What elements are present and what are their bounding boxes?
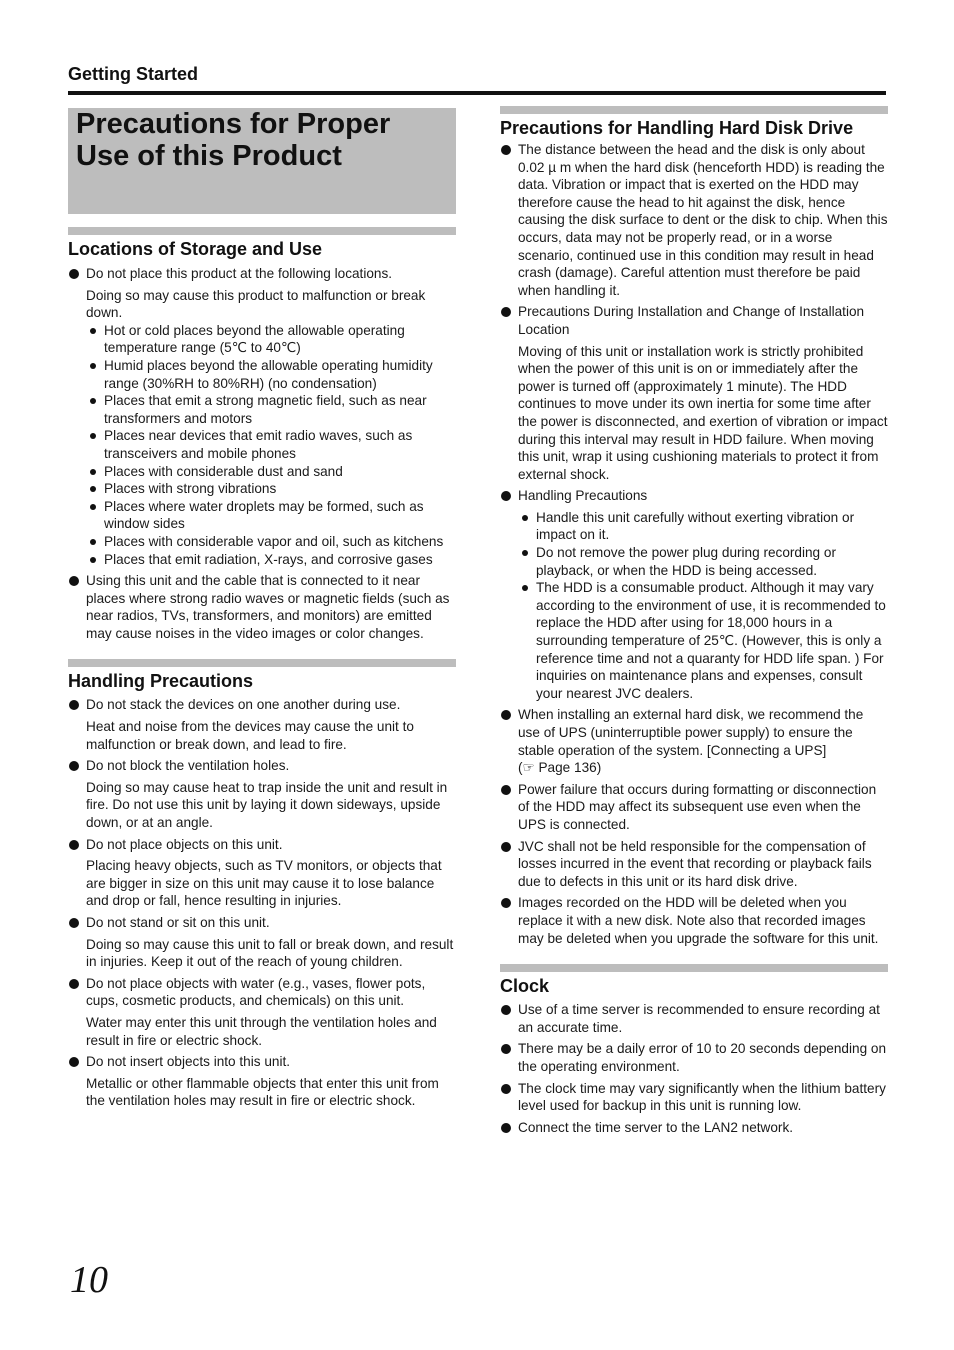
section-bar	[500, 964, 888, 972]
list-item: Places near devices that emit radio waves, such as transceivers and mobile phones	[68, 427, 456, 462]
list-item: Places with considerable vapor and oil, such as kitchens	[68, 533, 456, 551]
handling-bullet: Do not place objects with water (e.g., vases, flower pots, cups, cosmetic products, and chemicals) on this unit.	[68, 975, 456, 1010]
list-item: Hot or cold places beyond the allowable operating temperature range (5℃ to 40℃)	[68, 322, 456, 357]
storage-bullet-2: Using this unit and the cable that is connected to it near places where strong radio waves or magnetic fields (such as near radios, TVs, transformers, and monitors) are emitted may cause noises in the video images or color changes.	[68, 572, 456, 642]
list-item: Places with strong vibrations	[68, 480, 456, 498]
handling-note: Metallic or other flammable objects that enter this unit from the ventilation holes may result in fire or electric shock.	[86, 1075, 439, 1109]
section-bar	[500, 106, 888, 114]
list-item: Do not remove the power plug during recording or playback, or when the HDD is being accessed.	[500, 544, 888, 579]
hdd-heading: Precautions for Handling Hard Disk Drive	[500, 118, 854, 138]
clock-bullet: There may be a daily error of 10 to 20 seconds depending on the operating environment.	[500, 1040, 888, 1075]
hdd-bullet-5: Power failure that occurs during formatting or disconnection of the HDD may affect its subsequent use even when the UPS is connected.	[500, 781, 888, 834]
clock-heading: Clock	[500, 976, 550, 997]
section-bar	[68, 227, 456, 235]
clock-bullet: Connect the time server to the LAN2 network.	[500, 1119, 888, 1137]
handling-note: Doing so may cause this unit to fall or break down, and result in injuries. Keep it out of the reach of young children.	[86, 936, 454, 970]
list-item: Humid places beyond the allowable operating humidity range (30%RH to 80%RH) (no condensation)	[68, 357, 456, 392]
list-item: Places where water droplets may be formed, such as window sides	[68, 498, 456, 533]
list-item: Places that emit a strong magnetic field, such as near transformers and motors	[68, 392, 456, 427]
hdd-bullet-6: JVC shall not be held responsible for the compensation of losses incurred in the event that recording or playback fails due to defects in this unit or its hard disk drive.	[500, 838, 888, 891]
hdd-bullet-7: Images recorded on the HDD will be deleted when you replace it with a new disk. Note also that recorded images may be deleted when you upgrade the software for this unit.	[500, 894, 888, 947]
section-bar	[68, 659, 456, 667]
hdd-handling-list	[500, 509, 888, 703]
clock-bullet: Use of a time server is recommended to ensure recording at an accurate time.	[500, 1001, 888, 1036]
title-box	[68, 108, 456, 214]
hdd-bullet-1: The distance between the head and the disk is only about 0.02 µ m when the hard disk (henceforth HDD) is reading the data. Vibration or impact that is exerted on the HDD may therefore cause the head to hit against the disk, hence causing the disk surface to dent or the disk to chip. When this occurs, data may not be properly read, or in a worse scenario, continued use in this condition may result in head crash (damage). Careful attention must therefore be paid when handling it.	[500, 141, 888, 299]
section-header: Getting Started	[68, 64, 199, 84]
handling-bullet: Do not block the ventilation holes.	[68, 757, 456, 775]
handling-note: Doing so may cause heat to trap inside the unit and result in fire. Do not use this unit by laying it down sideways, upside down, or at an angle.	[86, 779, 448, 831]
handling-note: Heat and noise from the devices may cause the unit to malfunction or break down, and lead to fire.	[86, 719, 414, 752]
hdd-bullet-2: Precautions During Installation and Change of Installation Location	[500, 303, 888, 338]
handling-bullet: Do not stack the devices on one another during use.	[68, 696, 456, 714]
handling-heading: Handling Precautions	[68, 671, 254, 692]
list-item: Places that emit radiation, X-rays, and corrosive gases	[68, 551, 456, 569]
hdd-note-2: Moving of this unit or installation work is strictly prohibited when the power of this unit is on or immediately after the power is turned off (approximately 1 minute). The HDD continues to move under its own inertia for some time after the power is disconnected, and exertion of vibration or impact during this interval may result in HDD failure. When moving this unit, wrap it using cushioning materials to protect it from external shock.	[518, 343, 888, 482]
handling-note: Water may enter this unit through the ventilation holes and result in fire or electric shock.	[86, 1014, 437, 1048]
storage-location-list	[68, 322, 456, 568]
page-reference-link[interactable]: (☞ Page 136)	[518, 760, 602, 776]
list-item: Handle this unit carefully without exerting vibration or impact on it.	[500, 509, 888, 544]
page-number: 10	[70, 1259, 108, 1301]
handling-bullet: Do not insert objects into this unit.	[68, 1053, 456, 1071]
hdd-bullet-4	[500, 706, 888, 776]
list-item: Places with considerable dust and sand	[68, 463, 456, 481]
handling-bullet: Do not stand or sit on this unit.	[68, 914, 456, 932]
storage-note-1: Doing so may cause this product to malfunction or break down.	[86, 287, 426, 321]
page-title: Precautions for Proper Use of this Product	[76, 108, 391, 172]
header-rule	[68, 91, 886, 95]
storage-heading: Locations of Storage and Use	[68, 239, 323, 259]
handling-bullet: Do not place objects on this unit.	[68, 836, 456, 854]
right-column	[500, 106, 888, 1136]
ups-text: When installing an external hard disk, we recommend the use of UPS (uninterruptible power supply) to ensure the stable operation of the system. [Connecting a UPS]	[518, 707, 864, 758]
handling-note: Placing heavy objects, such as TV monitors, or objects that are bigger in size on this unit may cause it to lose balance and drop or fall, hence resulting in injuries.	[86, 858, 442, 909]
left-column	[68, 108, 456, 1110]
storage-bullet-1: Do not place this product at the following locations.	[68, 265, 456, 283]
hdd-bullet-3: Handling Precautions	[500, 487, 888, 505]
clock-bullet: The clock time may vary significantly when the lithium battery level used for backup in this unit is running low.	[500, 1080, 888, 1115]
list-item: The HDD is a consumable product. Although it may vary according to the environment of use, it is recommended to replace the HDD after using for 18,000 hours in a surrounding temperature of 25℃. (However, this is only a reference time and not a quaranty for HDD life span. ) For inquiries on maintenance plans and expenses, consult your nearest JVC dealers.	[500, 579, 888, 702]
